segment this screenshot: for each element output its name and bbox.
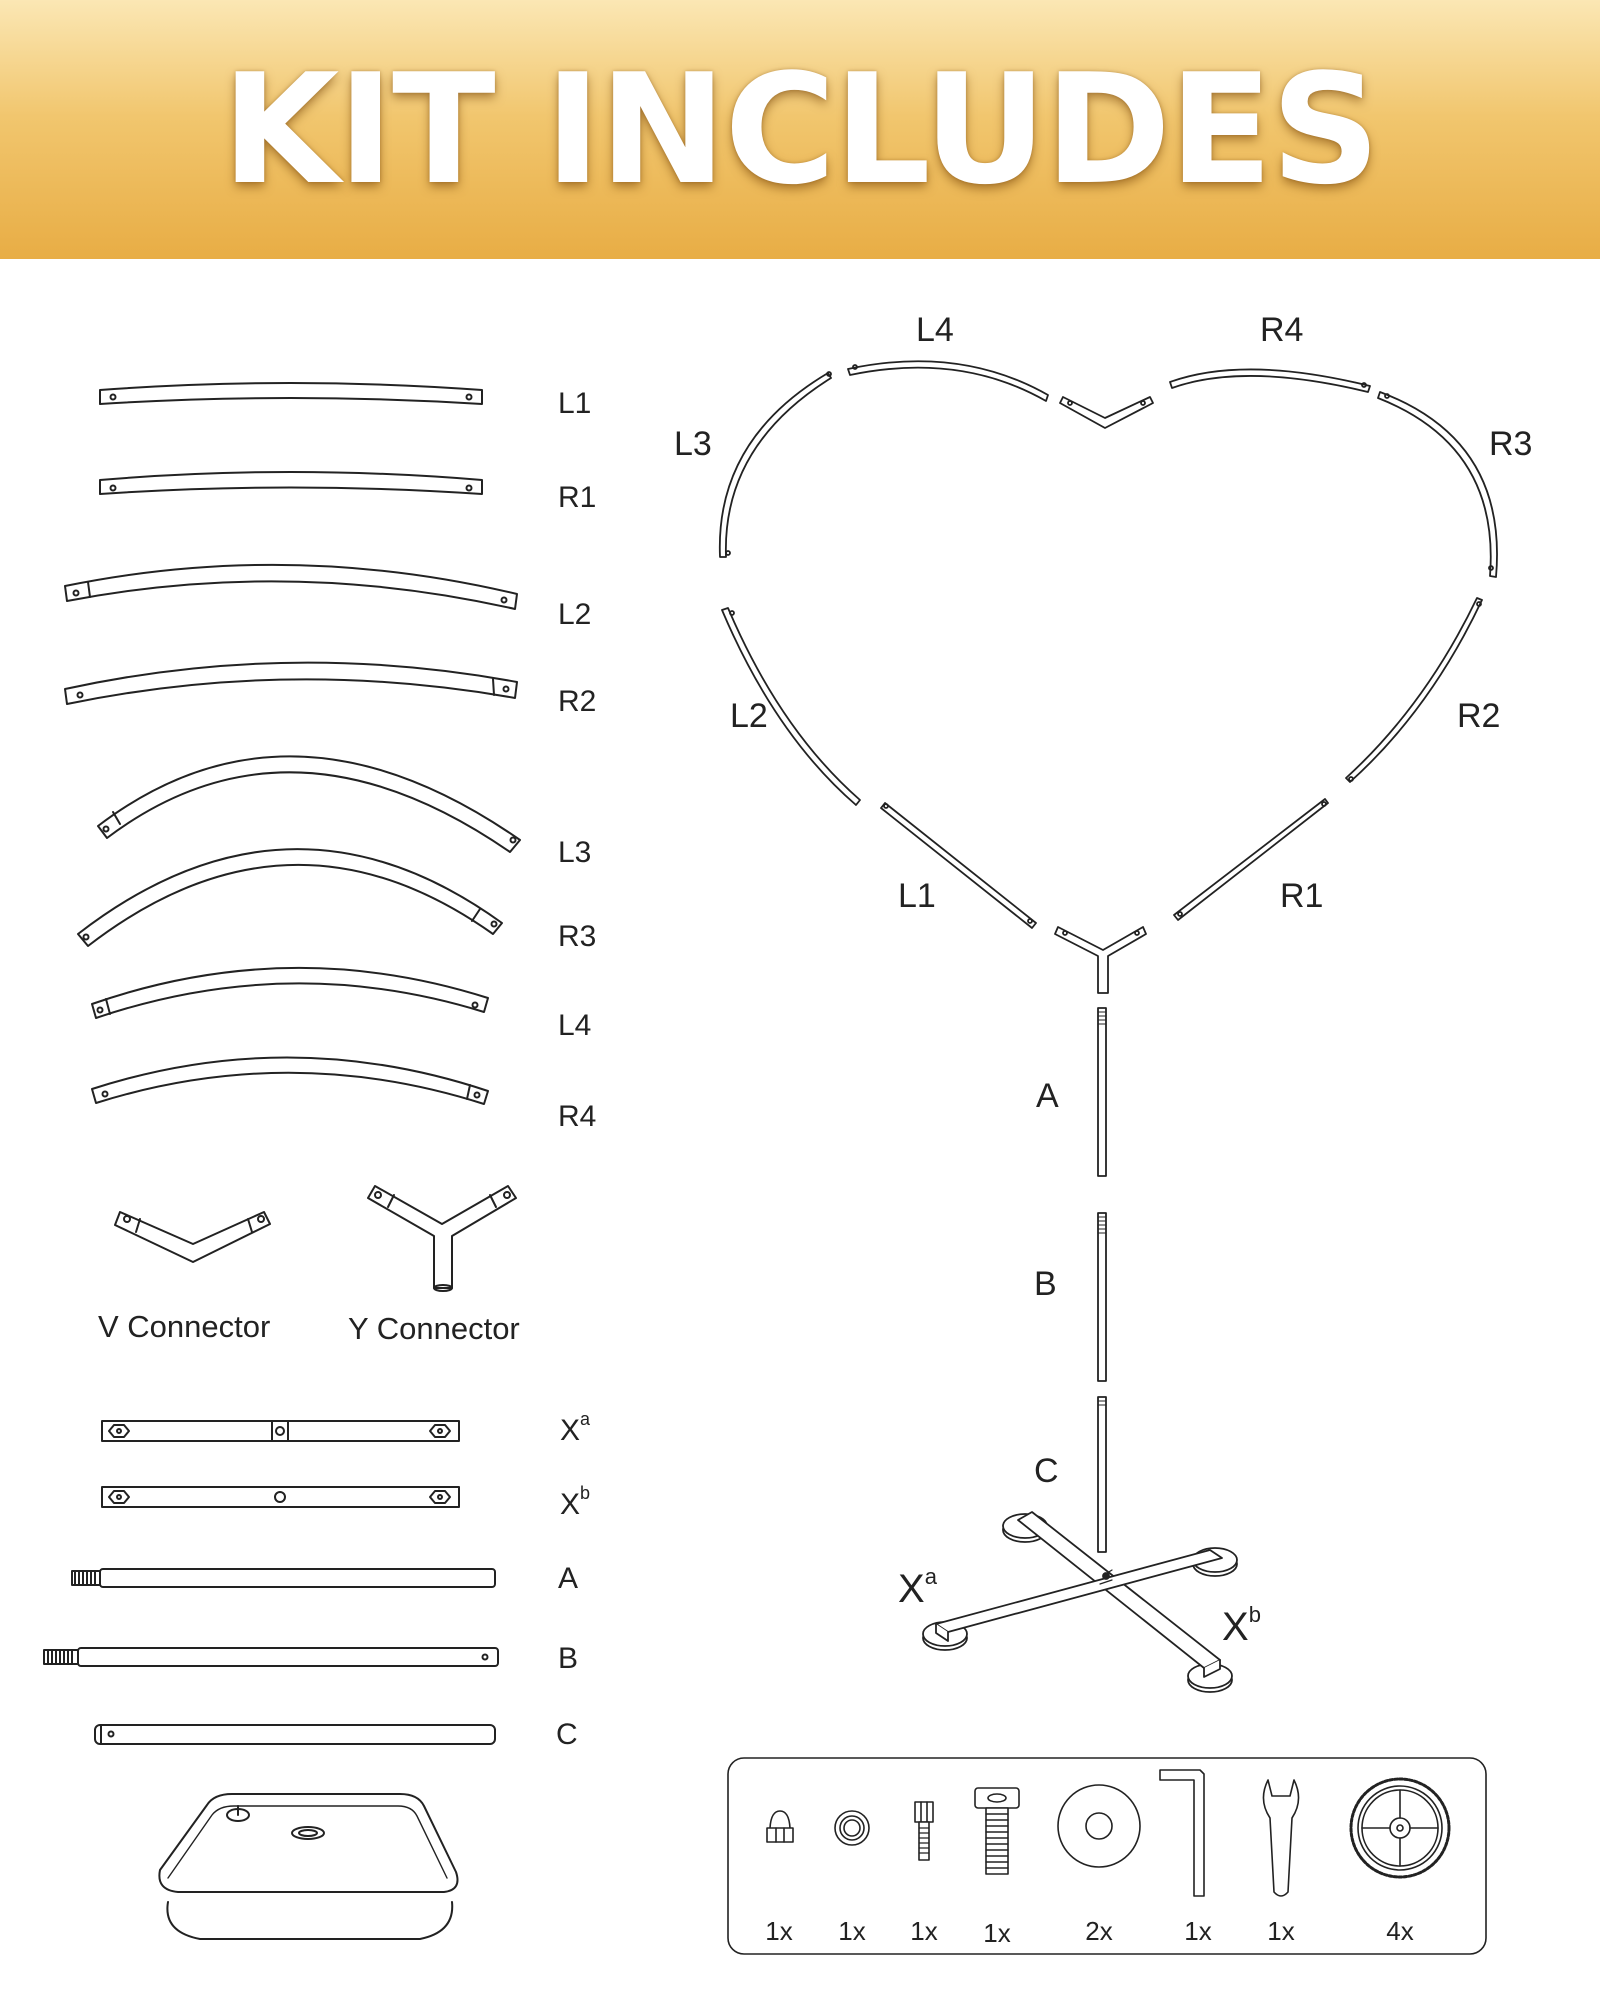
label-base-bar-xb: $X^b$ (560, 1483, 591, 1521)
arc-part-r1 (100, 472, 482, 494)
flat-washer-icon (1058, 1785, 1140, 1867)
label-v-connector: V Connector (98, 1309, 271, 1344)
label-heart-l4: L4 (916, 311, 954, 349)
base-bar-xa-part (102, 1421, 459, 1441)
arc-part-l3 (98, 756, 520, 852)
qty-socket-bolt: 1x (910, 1916, 938, 1946)
label-arc-r3: R3 (558, 920, 597, 953)
label-heart-r3: R3 (1489, 425, 1533, 463)
assembled-pole-a (1098, 1008, 1106, 1176)
assembled-base-x (923, 1512, 1237, 1692)
qty-foot-pad: 4x (1386, 1916, 1414, 1946)
washer-ring-icon (835, 1811, 869, 1845)
label-assembled-base-xa: $X^a$ (898, 1564, 937, 1611)
label-arc-r4: R4 (558, 1100, 597, 1133)
label-assembled-pole-b: B (1034, 1265, 1057, 1303)
label-arc-r1: R1 (558, 481, 597, 514)
v-connector-part (115, 1212, 270, 1262)
assembled-pole-b (1098, 1213, 1106, 1381)
label-pole-b: B (558, 1642, 579, 1675)
label-assembled-pole-c: C (1034, 1452, 1059, 1490)
label-arc-r2: R2 (558, 685, 597, 718)
hardware-panel (728, 1758, 1486, 1954)
qty-flat-washer: 2x (1085, 1916, 1113, 1946)
heart-arc-r3 (1378, 392, 1497, 577)
arc-part-l4 (92, 968, 488, 1018)
label-arc-l2: L2 (558, 598, 592, 631)
qty-threaded-stud: 1x (983, 1918, 1011, 1948)
heart-y-connector (1055, 927, 1146, 993)
label-heart-r4: R4 (1260, 311, 1304, 349)
qty-allen-key: 1x (1184, 1916, 1212, 1946)
arc-part-r4 (92, 1057, 488, 1104)
heart-arc-l3 (720, 373, 831, 557)
label-arc-l1: L1 (558, 387, 592, 420)
label-heart-l2: L2 (730, 697, 768, 735)
label-assembled-pole-a: A (1036, 1077, 1059, 1115)
qty-washer-ring: 1x (838, 1916, 866, 1946)
label-y-connector: Y Connector (348, 1311, 520, 1346)
heart-arc-l4 (848, 361, 1048, 401)
label-arc-l4: L4 (558, 1009, 592, 1042)
label-arc-l3: L3 (558, 836, 592, 869)
base-plate-part (159, 1794, 457, 1939)
label-pole-c: C (556, 1718, 578, 1751)
label-pole-a: A (558, 1562, 579, 1595)
pole-b-part (44, 1648, 498, 1666)
base-bar-xb-part (102, 1487, 459, 1507)
label-heart-r1: R1 (1280, 877, 1324, 915)
y-connector-part (368, 1186, 516, 1291)
label-heart-l3: L3 (674, 425, 712, 463)
arc-part-r2 (65, 663, 517, 704)
heart-v-connector (1060, 397, 1153, 428)
pole-a-part (72, 1569, 495, 1587)
foot-pad-icon (1351, 1779, 1449, 1877)
assembled-pole-c (1098, 1397, 1106, 1552)
arc-part-l2 (65, 565, 517, 609)
pole-c-part (95, 1725, 495, 1744)
label-heart-l1: L1 (898, 877, 936, 915)
assembled-heart (720, 361, 1497, 1692)
page-title: KIT INCLUDES (221, 41, 1379, 218)
label-assembled-base-xb: $X^b$ (1222, 1602, 1261, 1649)
label-base-bar-xa: $X^a$ (560, 1409, 591, 1447)
qty-wrench: 1x (1267, 1916, 1295, 1946)
heart-arc-r2 (1346, 598, 1482, 782)
arc-part-r3 (78, 849, 502, 946)
label-heart-r2: R2 (1457, 697, 1501, 735)
arc-part-l1 (100, 383, 482, 404)
qty-cap-nut: 1x (765, 1916, 793, 1946)
heart-arc-r4 (1170, 369, 1370, 392)
